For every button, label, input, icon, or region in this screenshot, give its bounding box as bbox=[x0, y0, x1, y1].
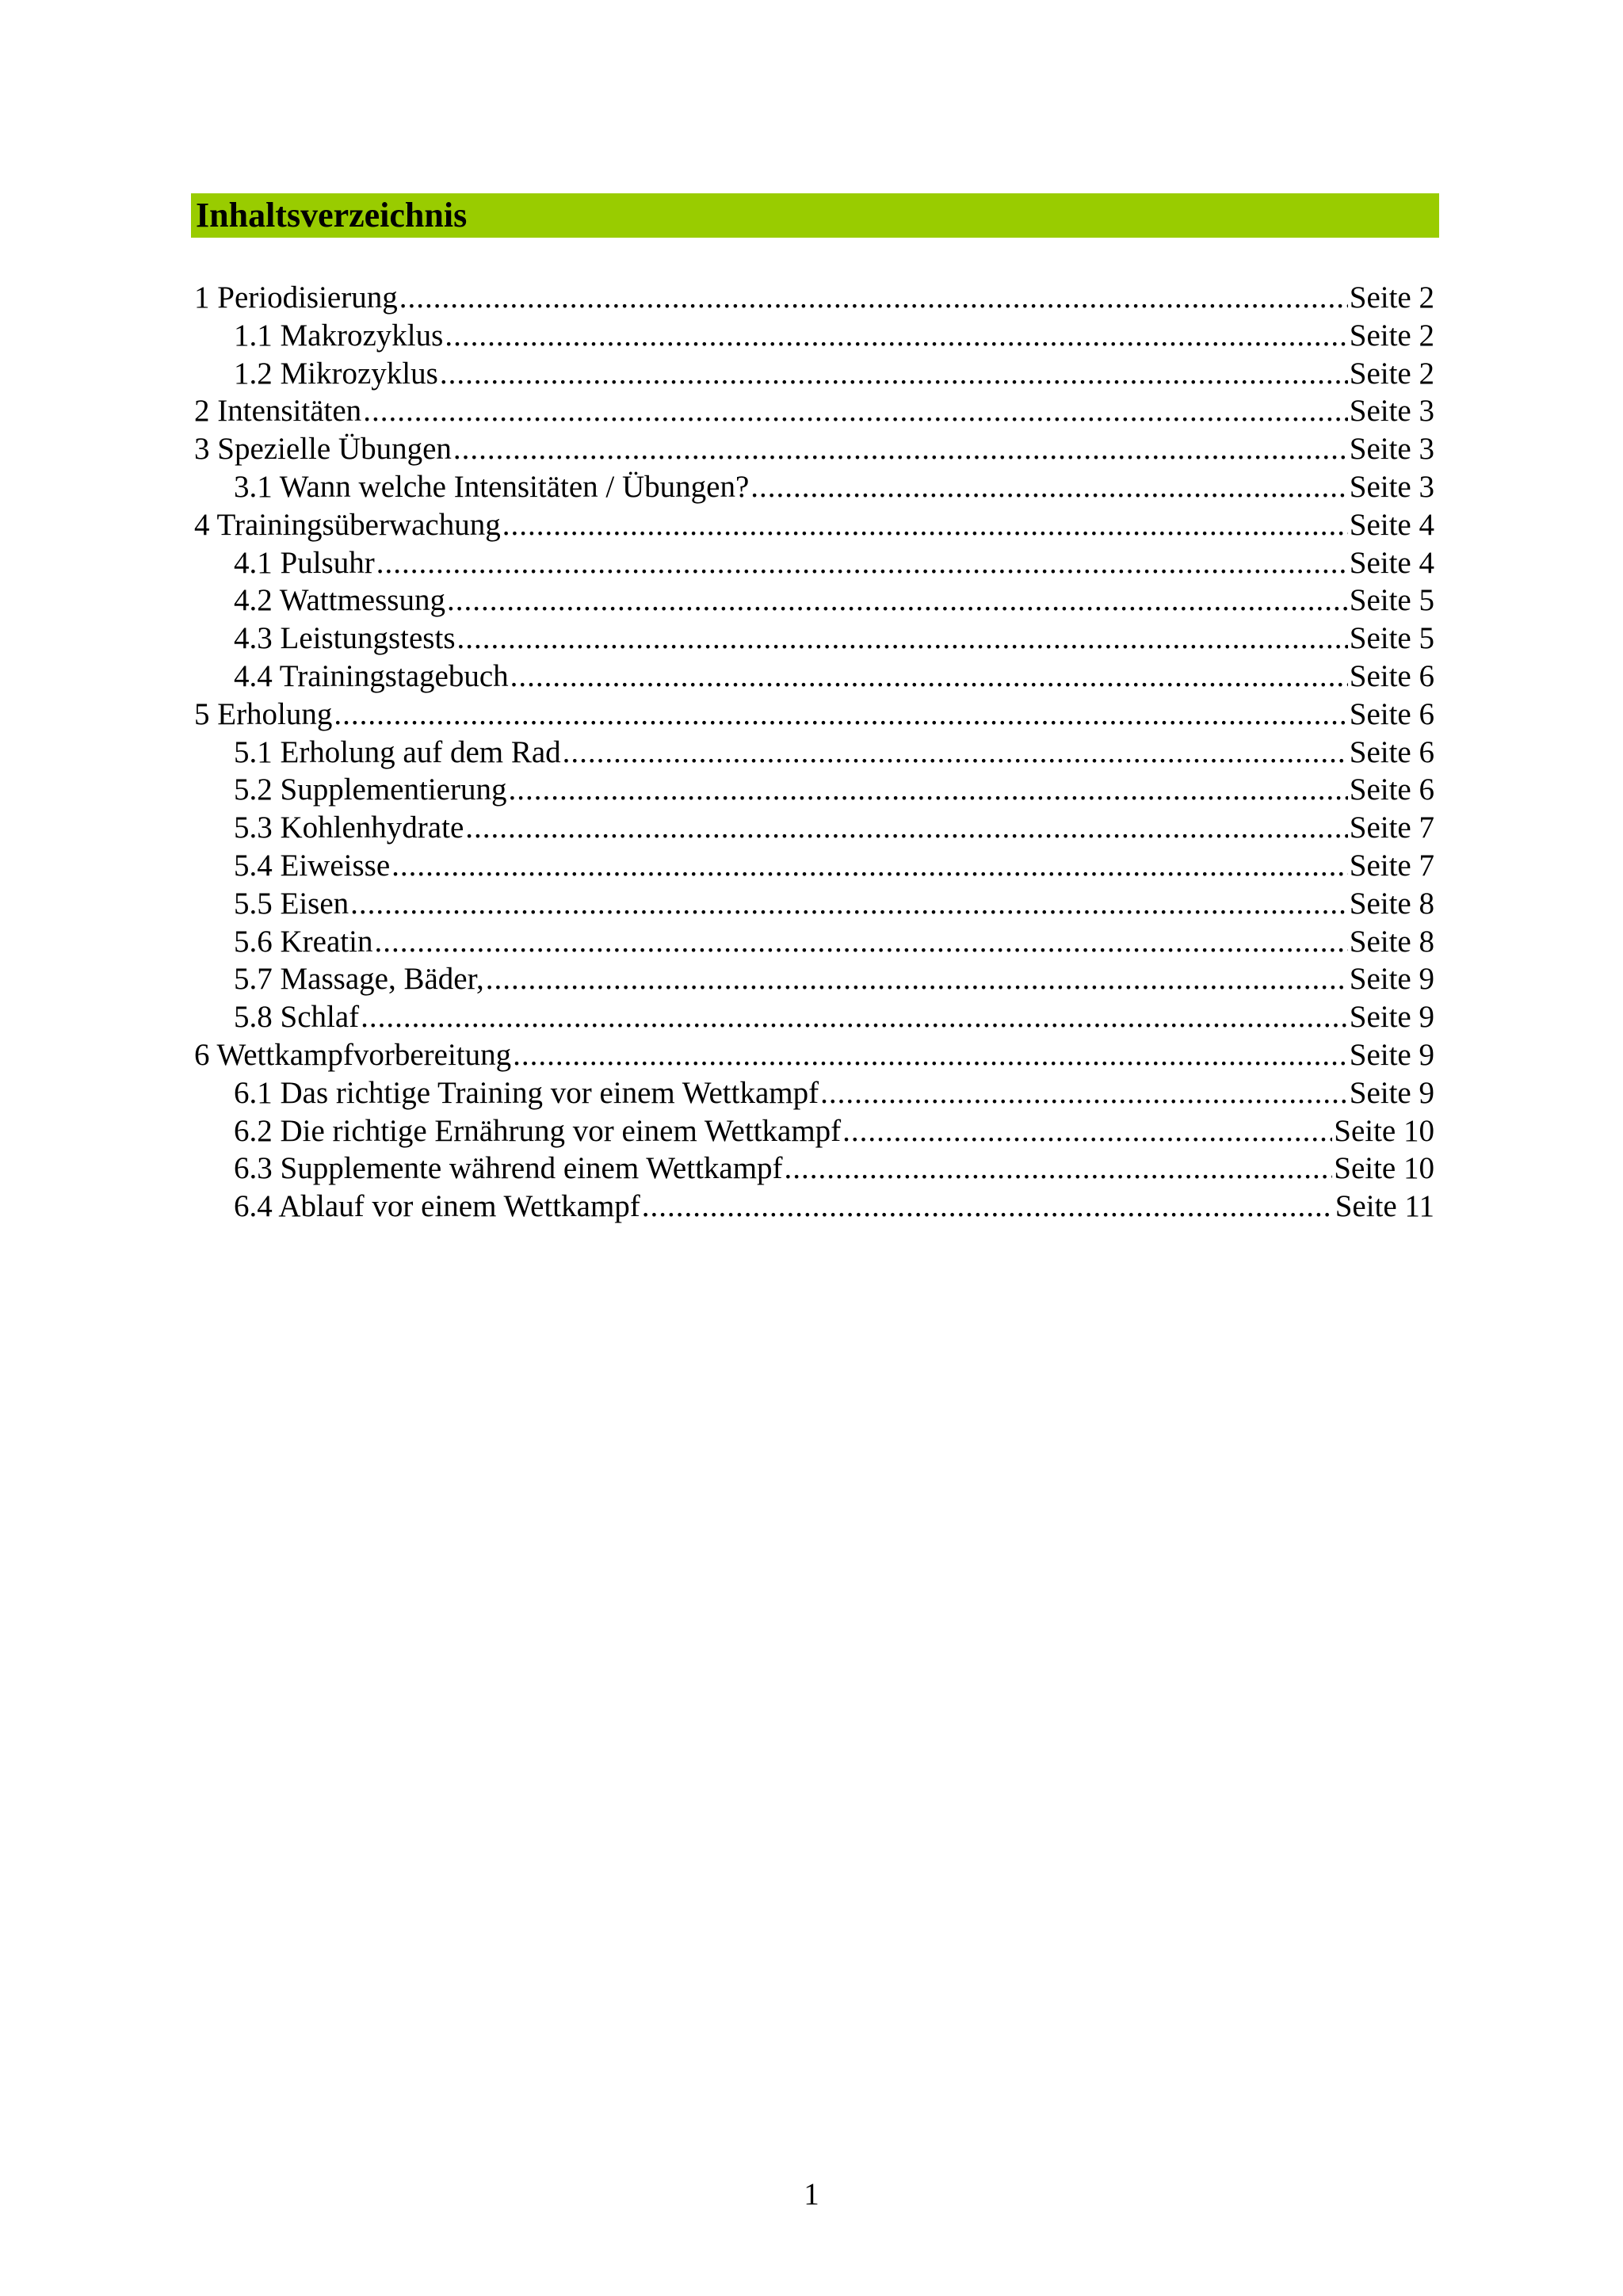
toc-list bbox=[194, 279, 1434, 1226]
toc-entry-label: 6.3 Supplemente während einem Wettkampf bbox=[234, 1151, 783, 1186]
toc-entry-page: Seite 3 bbox=[1349, 469, 1434, 504]
toc-entry-page: Seite 9 bbox=[1349, 962, 1434, 997]
toc-entry[interactable] bbox=[194, 1188, 1434, 1226]
toc-entry-label: 4 Trainingsüberwachung bbox=[194, 507, 501, 542]
toc-entry[interactable] bbox=[194, 355, 1434, 393]
toc-entry[interactable] bbox=[194, 1150, 1434, 1188]
toc-dot-leader bbox=[842, 1112, 1332, 1150]
toc-entry-label: 2 Intensitäten bbox=[194, 394, 362, 429]
toc-entry-page: Seite 10 bbox=[1334, 1151, 1434, 1186]
toc-entry-label: 4.3 Leistungstests bbox=[234, 621, 456, 656]
toc-entry-label: 5.6 Kreatin bbox=[234, 924, 373, 959]
toc-entry-label: 3 Spezielle Übungen bbox=[194, 432, 452, 467]
toc-dot-leader bbox=[486, 960, 1348, 998]
toc-entry-page: Seite 8 bbox=[1349, 886, 1434, 921]
toc-entry-label: 1 Periodisierung bbox=[194, 280, 398, 315]
toc-entry-label: 1.1 Makrozyklus bbox=[234, 318, 444, 353]
toc-heading bbox=[191, 193, 1439, 238]
toc-entry-label: 5 Erholung bbox=[194, 696, 333, 731]
toc-entry[interactable] bbox=[194, 506, 1434, 544]
toc-dot-leader bbox=[440, 355, 1348, 393]
toc-dot-leader bbox=[374, 923, 1347, 961]
toc-entry-label: 6.2 Die richtige Ernährung vor einem Wettkampf bbox=[234, 1113, 842, 1148]
toc-dot-leader bbox=[510, 658, 1348, 696]
toc-entry-page: Seite 2 bbox=[1349, 318, 1434, 353]
toc-entry-page: Seite 5 bbox=[1349, 621, 1434, 656]
toc-entry[interactable] bbox=[194, 582, 1434, 620]
toc-entry[interactable] bbox=[194, 885, 1434, 923]
toc-entry-page: Seite 7 bbox=[1349, 810, 1434, 845]
toc-entry-label: 5.5 Eisen bbox=[234, 886, 349, 921]
page-number: 1 bbox=[804, 2177, 819, 2211]
toc-entry[interactable] bbox=[194, 1036, 1434, 1074]
toc-entry-page: Seite 9 bbox=[1349, 1000, 1434, 1035]
toc-dot-leader bbox=[465, 809, 1348, 847]
toc-entry-label: 4.4 Trainingstagebuch bbox=[234, 658, 509, 693]
toc-dot-leader bbox=[334, 696, 1347, 734]
toc-dot-leader bbox=[563, 734, 1348, 772]
toc-entry[interactable] bbox=[194, 960, 1434, 998]
toc-dot-leader bbox=[750, 468, 1347, 506]
toc-entry-page: Seite 6 bbox=[1349, 734, 1434, 769]
toc-entry-label: 4.1 Pulsuhr bbox=[234, 545, 375, 580]
toc-entry[interactable] bbox=[194, 847, 1434, 885]
toc-entry-page: Seite 7 bbox=[1349, 848, 1434, 883]
toc-entry[interactable] bbox=[194, 430, 1434, 468]
toc-entry-page: Seite 4 bbox=[1349, 545, 1434, 580]
toc-entry[interactable] bbox=[194, 1112, 1434, 1150]
toc-entry[interactable] bbox=[194, 923, 1434, 961]
toc-dot-leader bbox=[642, 1188, 1334, 1226]
toc-entry-label: 3.1 Wann welche Intensitäten / Übungen? bbox=[234, 469, 750, 504]
toc-dot-leader bbox=[820, 1074, 1348, 1112]
toc-dot-leader bbox=[350, 885, 1348, 923]
toc-entry-label: 5.3 Kohlenhydrate bbox=[234, 810, 464, 845]
toc-entry-page: Seite 9 bbox=[1349, 1037, 1434, 1072]
toc-entry[interactable] bbox=[194, 809, 1434, 847]
toc-entry[interactable] bbox=[194, 771, 1434, 809]
toc-dot-leader bbox=[445, 317, 1347, 355]
toc-dot-leader bbox=[391, 847, 1348, 885]
toc-entry-label: 6.1 Das richtige Training vor einem Wettkampf bbox=[234, 1075, 819, 1110]
toc-entry[interactable] bbox=[194, 392, 1434, 430]
toc-entry[interactable] bbox=[194, 696, 1434, 734]
toc-entry-label: 4.2 Wattmessung bbox=[234, 583, 445, 618]
toc-entry-label: 1.2 Mikrozyklus bbox=[234, 356, 438, 391]
toc-entry[interactable] bbox=[194, 1074, 1434, 1112]
toc-entry[interactable] bbox=[194, 468, 1434, 506]
toc-entry-page: Seite 4 bbox=[1349, 507, 1434, 542]
toc-entry-page: Seite 3 bbox=[1349, 394, 1434, 429]
toc-heading-text: Inhaltsverzeichnis bbox=[196, 196, 468, 235]
toc-dot-leader bbox=[502, 506, 1348, 544]
toc-entry-page: Seite 6 bbox=[1349, 772, 1434, 807]
toc-entry-label: 5.7 Massage, Bäder, bbox=[234, 962, 484, 997]
toc-entry-label: 6 Wettkampfvorbereitung bbox=[194, 1037, 512, 1072]
toc-entry[interactable] bbox=[194, 658, 1434, 696]
toc-dot-leader bbox=[457, 620, 1348, 658]
toc-entry-page: Seite 9 bbox=[1349, 1075, 1434, 1110]
toc-dot-leader bbox=[513, 1036, 1348, 1074]
toc-dot-leader bbox=[508, 771, 1347, 809]
toc-dot-leader bbox=[785, 1150, 1333, 1188]
toc-dot-leader bbox=[447, 582, 1348, 620]
toc-entry-page: Seite 3 bbox=[1349, 432, 1434, 467]
toc-dot-leader bbox=[453, 430, 1348, 468]
toc-dot-leader bbox=[376, 544, 1348, 582]
toc-entry-label: 5.2 Supplementierung bbox=[234, 772, 507, 807]
toc-entry-page: Seite 10 bbox=[1334, 1113, 1434, 1148]
toc-dot-leader bbox=[361, 998, 1348, 1036]
toc-entry-label: 6.4 Ablauf vor einem Wettkampf bbox=[234, 1189, 640, 1224]
toc-entry-label: 5.1 Erholung auf dem Rad bbox=[234, 734, 561, 769]
toc-entry-page: Seite 11 bbox=[1335, 1189, 1434, 1224]
toc-entry-page: Seite 5 bbox=[1349, 583, 1434, 618]
toc-entry-page: Seite 2 bbox=[1349, 356, 1434, 391]
toc-entry-page: Seite 8 bbox=[1349, 924, 1434, 959]
toc-entry[interactable] bbox=[194, 620, 1434, 658]
toc-entry[interactable] bbox=[194, 317, 1434, 355]
toc-entry[interactable] bbox=[194, 998, 1434, 1036]
toc-entry-label: 5.4 Eiweisse bbox=[234, 848, 391, 883]
toc-entry[interactable] bbox=[194, 279, 1434, 317]
toc-entry[interactable] bbox=[194, 544, 1434, 582]
toc-dot-leader bbox=[363, 392, 1348, 430]
toc-dot-leader bbox=[399, 279, 1348, 317]
toc-entry-page: Seite 6 bbox=[1349, 696, 1434, 731]
toc-entry-page: Seite 6 bbox=[1349, 658, 1434, 693]
toc-entry[interactable] bbox=[194, 734, 1434, 772]
toc-entry-page: Seite 2 bbox=[1349, 280, 1434, 315]
toc-entry-label: 5.8 Schlaf bbox=[234, 1000, 360, 1035]
